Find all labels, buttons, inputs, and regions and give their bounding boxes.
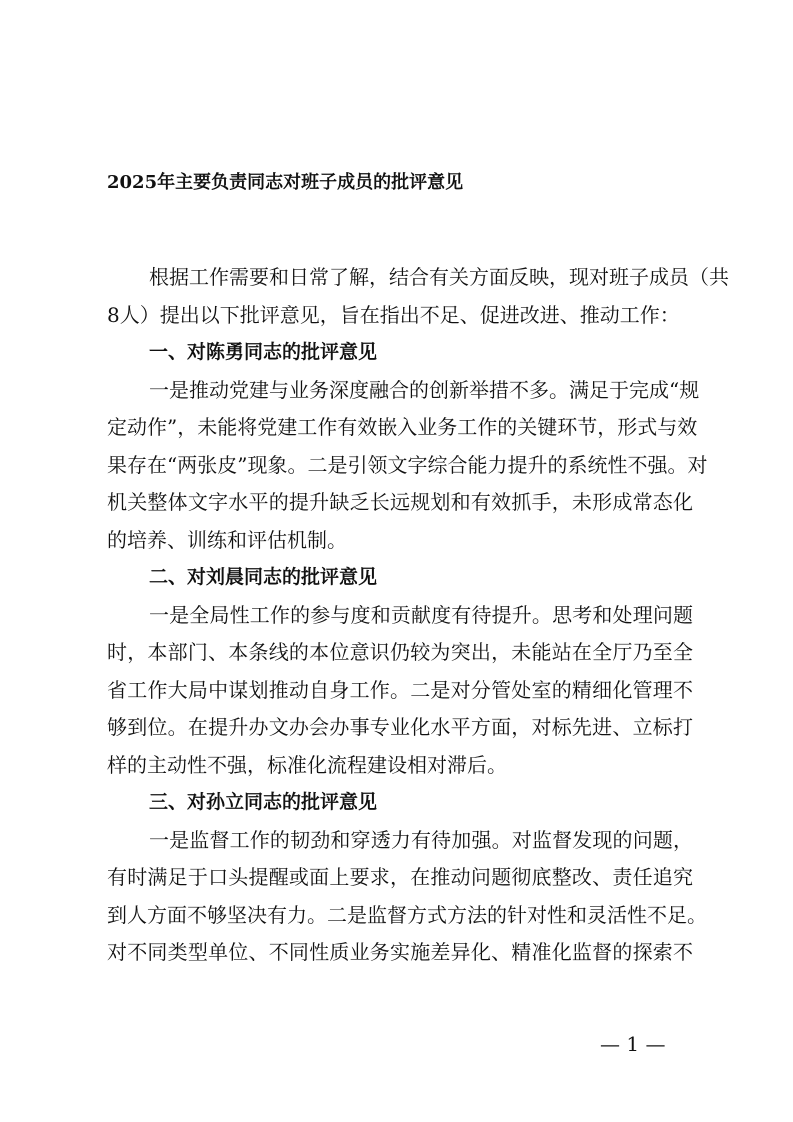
paragraph-line: 到人方面不够坚决有力。二是监督方式方法的针对性和灵活性不足。 — [107, 902, 707, 927]
paragraph-line: 有时满足于口头提醒或面上要求，在推动问题彻底整改、责任追究 — [107, 865, 693, 889]
paragraph-line: 时，本部门、本条线的本位意识仍较为突出，未能站在全厅乃至全 — [107, 640, 693, 664]
document-title: 2025年主要负责同志对班子成员的批评意见 — [107, 172, 464, 193]
paragraph-line: 定动作”，未能将党建工作有效嵌入业务工作的关键环节，形式与效 — [107, 415, 698, 439]
paragraph-line: 果存在“两张皮”现象。二是引领文字综合能力提升的系统性不强。对 — [107, 452, 708, 477]
paragraph-line: 对不同类型单位、不同性质业务实施差异化、精准化监督的探索不 — [107, 940, 693, 964]
paragraph-line: 够到位。在提升办文办会办事专业化水平方面，对标先进、立标打 — [107, 715, 693, 739]
paragraph-line: 的培养、训练和评估机制。 — [107, 527, 347, 552]
paragraph-line: 省工作大局中谋划推动自身工作。二是对分管处室的精细化管理不 — [107, 677, 693, 702]
paragraph-line: 一是推动党建与业务深度融合的创新举措不多。满足于完成“规 — [149, 377, 700, 402]
paragraph-line: 根据工作需要和日常了解，结合有关方面反映，现对班子成员（共 — [149, 265, 729, 289]
paragraph-line: 样的主动性不强，标准化流程建设相对滞后。 — [107, 752, 507, 777]
paragraph-line: 8人）提出以下批评意见，旨在指出不足、促进改进、推动工作： — [107, 302, 680, 327]
section-heading: 二、对刘晨同志的批评意见 — [149, 566, 378, 588]
paragraph-line: 机关整体文字水平的提升缺乏长远规划和有效抓手，未形成常态化 — [107, 490, 693, 514]
section-heading: 三、对孙立同志的批评意见 — [149, 791, 378, 813]
paragraph-line: 一是监督工作的韧劲和穿透力有待加强。对监督发现的问题， — [149, 827, 693, 852]
paragraph-line: 一是全局性工作的参与度和贡献度有待提升。思考和处理问题 — [149, 602, 693, 627]
document-body — [107, 259, 729, 972]
page-number: — 1 — — [600, 1032, 666, 1056]
section-heading: 一、对陈勇同志的批评意见 — [149, 341, 378, 363]
